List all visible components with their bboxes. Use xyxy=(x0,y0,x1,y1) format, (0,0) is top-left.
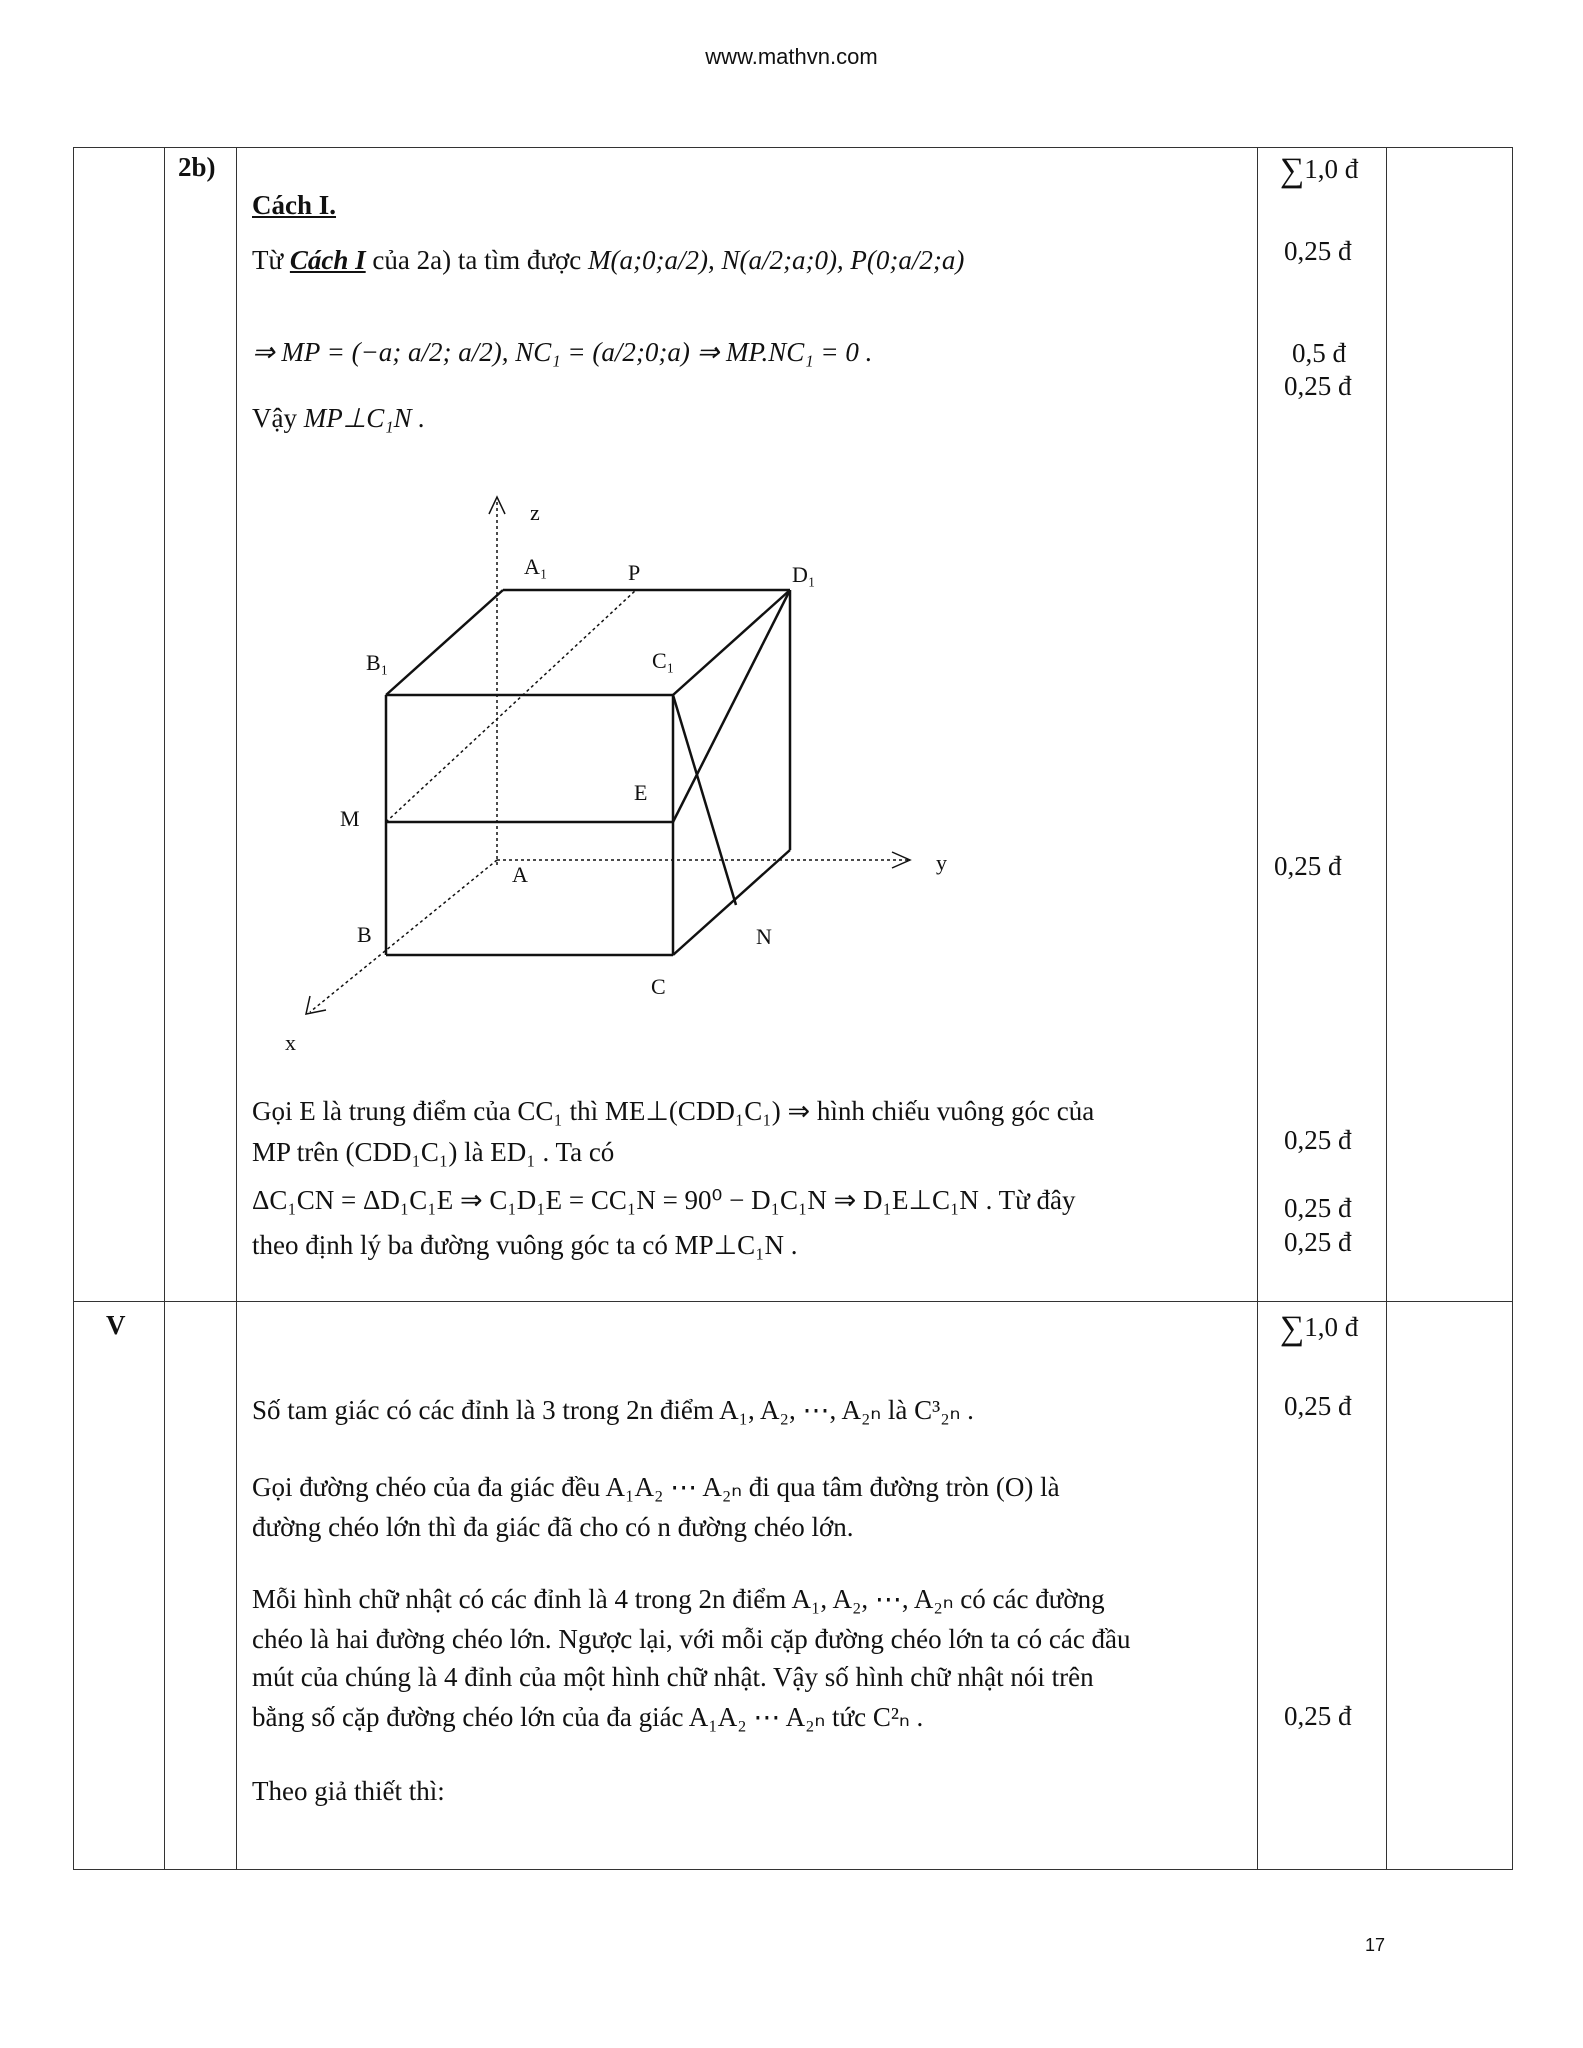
score: 0,5 đ xyxy=(1292,338,1346,368)
proof-line-2: MP trên (CDD₁C₁) là ED₁ . Ta có xyxy=(252,1137,615,1167)
label-C: C xyxy=(651,974,666,999)
score: 0,25 đ xyxy=(1284,236,1352,266)
paragraph-rectangles-1: Mỗi hình chữ nhật có các đỉnh là 4 trong 2n điểm A₁, A₂, ⋯, A₂ₙ có các đường xyxy=(252,1584,1105,1614)
paragraph-hypothesis: Theo giả thiết thì: xyxy=(252,1776,445,1806)
score-total xyxy=(1280,1310,1358,1348)
paragraph-rectangles-3: mút của chúng là 4 đỉnh của một hình chữ nhật. Vậy số hình chữ nhật nói trên xyxy=(252,1662,1094,1692)
part-label-V: V xyxy=(106,1310,126,1340)
proof-line-4: theo định lý ba đường vuông góc ta có MP⊥C₁N . xyxy=(252,1230,798,1260)
site-header: www.mathvn.com xyxy=(705,44,878,69)
score-total-value: 1,0 đ xyxy=(1304,154,1359,184)
score-total-value: 1,0 đ xyxy=(1304,1312,1359,1342)
axis-x xyxy=(310,860,497,1012)
arrow-x-icon xyxy=(306,996,326,1014)
label-P: P xyxy=(628,560,641,585)
label-M: M xyxy=(340,806,360,831)
method-title: Cách I. xyxy=(252,190,337,220)
paragraph-rectangles-4: bằng số cặp đường chéo lớn của đa giác A₁A₂ ⋯ A₂ₙ tức C²ₙ . xyxy=(252,1702,924,1732)
edge-B1A1 xyxy=(386,590,503,695)
label-N: N xyxy=(756,924,772,949)
sum-icon: ∑ xyxy=(1280,1310,1305,1347)
part-label-2b: 2b) xyxy=(178,152,216,182)
paragraph-rectangles-2: chéo là hai đường chéo lớn. Ngược lại, với mỗi cặp đường chéo lớn ta có các đầu xyxy=(252,1624,1131,1654)
label-B: B xyxy=(357,922,372,947)
points-formula: M(a;0;a/2), N(a/2;a;0), P(0;a/2;a) xyxy=(588,245,965,275)
line1-prefix: Từ xyxy=(252,245,290,275)
sum-icon: ∑ xyxy=(1280,152,1305,189)
score: 0,25 đ xyxy=(1284,371,1352,401)
label-C1: C₁ xyxy=(652,648,675,673)
segment-MP xyxy=(386,590,636,822)
conclusion-prefix: Vậy xyxy=(252,403,304,433)
conclusion-formula: MP⊥C₁N . xyxy=(303,403,426,433)
segment-C1N xyxy=(673,695,736,905)
proof-line-3: ΔC₁CN = ΔD₁C₁E ⇒ C₁D₁E = CC₁N = 90⁰ − D₁C₁N ⇒ D₁E⊥C₁N . Từ đây xyxy=(252,1185,1076,1215)
segment-ED1 xyxy=(673,590,790,822)
paragraph-triangles: Số tam giác có các đỉnh là 3 trong 2n điểm A₁, A₂, ⋯, A₂ₙ là C³₂ₙ . xyxy=(252,1395,974,1425)
vector-formula: ⇒ MP = (−a; a/2; a/2), NC₁ = (a/2;0;a) ⇒ MP.NC₁ = 0 . xyxy=(252,337,873,367)
method-reference: Cách I xyxy=(289,245,366,275)
edge-CD xyxy=(673,850,790,955)
score: 0,25 đ xyxy=(1284,1193,1352,1223)
line1-mid: của 2a) ta tìm được xyxy=(365,245,588,275)
score: 0,25 đ xyxy=(1274,851,1342,881)
edge-C1D1 xyxy=(673,590,790,695)
arrow-z-icon xyxy=(489,497,505,514)
label-z: z xyxy=(530,500,540,525)
label-B1: B₁ xyxy=(366,650,389,675)
label-y: y xyxy=(936,850,947,875)
label-x: x xyxy=(285,1030,296,1055)
paragraph-diagonals-2: đường chéo lớn thì đa giác đã cho có n đường chéo lớn. xyxy=(252,1512,854,1542)
score: 0,25 đ xyxy=(1284,1701,1352,1731)
label-A: A xyxy=(512,862,528,887)
score: 0,25 đ xyxy=(1284,1391,1352,1421)
label-D1: D₁ xyxy=(792,562,816,587)
proof-line-1: Gọi E là trung điểm của CC₁ thì ME⊥(CDD₁C₁) ⇒ hình chiếu vuông góc của xyxy=(252,1096,1095,1126)
paragraph-diagonals-1: Gọi đường chéo của đa giác đều A₁A₂ ⋯ A₂ₙ đi qua tâm đường tròn (O) là xyxy=(252,1472,1060,1502)
label-E: E xyxy=(634,780,648,805)
score: 0,25 đ xyxy=(1284,1227,1352,1257)
label-A1: A₁ xyxy=(524,554,548,579)
page-number: 17 xyxy=(1365,1935,1386,1955)
score: 0,25 đ xyxy=(1284,1125,1352,1155)
